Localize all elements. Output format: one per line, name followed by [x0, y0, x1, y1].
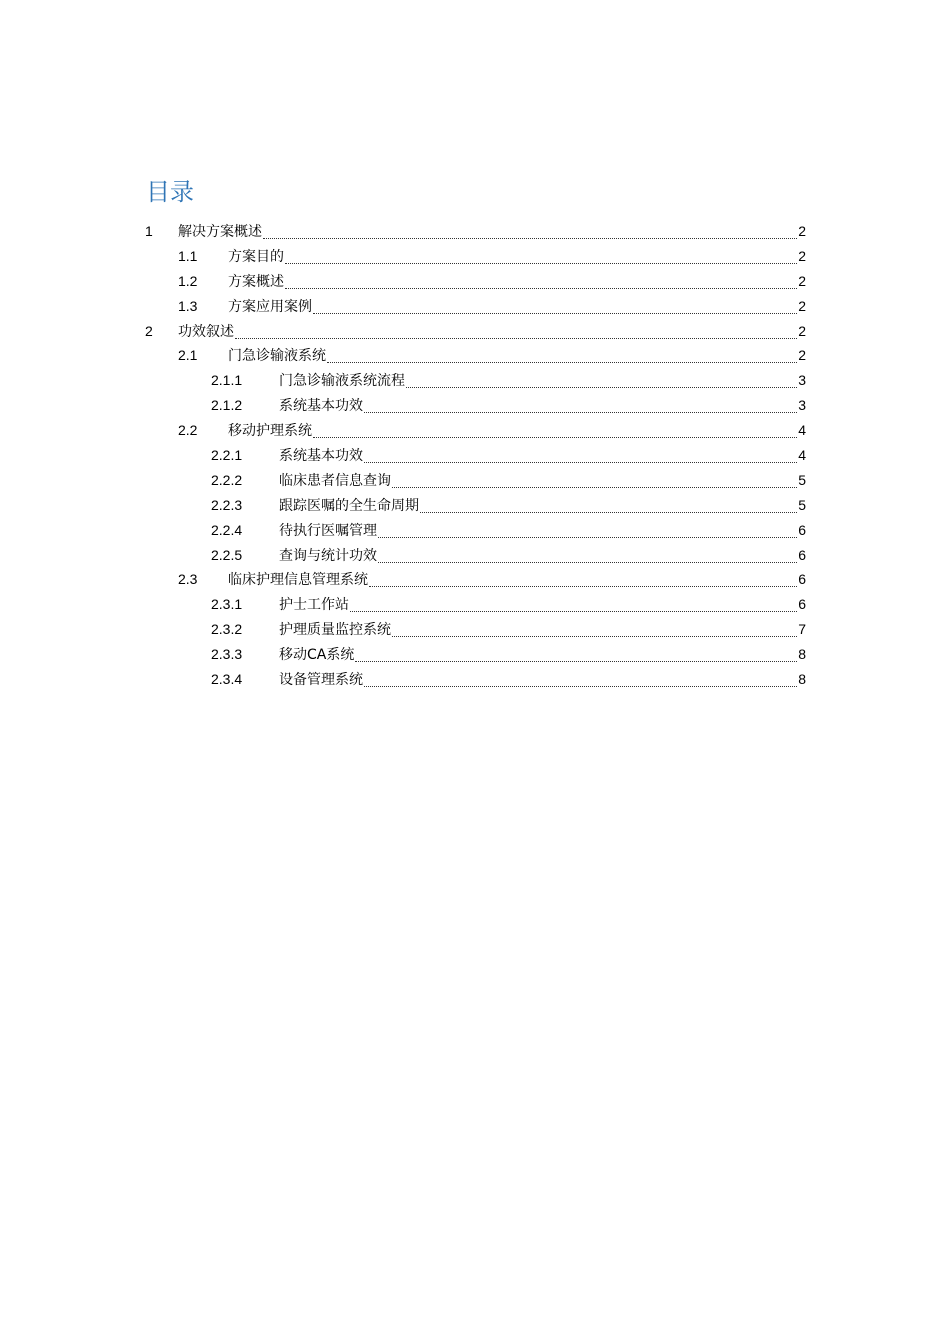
toc-entry-line — [279, 518, 806, 544]
toc-entry-number: 1.1 — [178, 247, 198, 264]
toc-entry-page-number: 7 — [798, 621, 806, 638]
toc-entry-2-2-5[interactable] — [0, 543, 950, 568]
toc-entry-label: 功效叙述 — [178, 323, 234, 340]
toc-entry-label: 临床护理信息管理系统 — [228, 572, 368, 589]
toc-entry-page-number: 6 — [798, 571, 806, 588]
toc-entry-page-number: 2 — [798, 347, 806, 364]
toc-entry-line — [279, 592, 806, 618]
toc-entry-number: 2.2.5 — [211, 546, 243, 563]
toc-entry-2-2-3[interactable] — [0, 493, 950, 518]
toc-entry-line — [228, 294, 806, 320]
toc-entry-label: 系统基本功效 — [279, 448, 363, 465]
toc-entry-label: 待执行医嘱管理 — [279, 522, 377, 539]
toc-entry-number: 2.2 — [178, 422, 198, 439]
toc-entry-label: 系统基本功效 — [279, 398, 363, 415]
toc-entry-2-3-2[interactable] — [0, 617, 950, 642]
toc-entry-label: 护士工作站 — [279, 597, 349, 614]
toc-entry-number: 2.2.3 — [211, 496, 243, 513]
toc-dot-leader — [327, 361, 797, 363]
toc-entry-label: 设备管理系统 — [279, 672, 363, 689]
toc-entry-2-3-1[interactable] — [0, 592, 950, 617]
toc-entry-page-number: 5 — [798, 496, 806, 513]
toc-entry-list — [0, 219, 950, 692]
toc-dot-leader — [369, 585, 797, 587]
toc-entry-label: 临床患者信息查询 — [279, 472, 391, 489]
toc-entry-line — [279, 393, 806, 419]
toc-entry-page-number: 6 — [798, 546, 806, 563]
toc-entry-number: 2.1 — [178, 347, 198, 364]
toc-entry-line — [279, 642, 806, 668]
toc-entry-page-number: 8 — [798, 671, 806, 688]
toc-entry-2-3-3[interactable] — [0, 642, 950, 667]
toc-entry-1-1[interactable] — [0, 244, 950, 269]
toc-dot-leader — [285, 287, 797, 289]
toc-entry-page-number: 3 — [798, 397, 806, 414]
toc-entry-2-1-2[interactable] — [0, 393, 950, 418]
toc-entry-line — [228, 343, 806, 369]
toc-entry-2-1-1[interactable] — [0, 368, 950, 393]
toc-entry-number: 2.2.2 — [211, 471, 243, 488]
toc-dot-leader — [364, 411, 797, 413]
toc-entry-label: 解决方案概述 — [178, 224, 262, 240]
toc-dot-leader — [378, 536, 797, 538]
toc-entry-page-number: 8 — [798, 646, 806, 663]
toc-dot-leader — [350, 610, 797, 612]
toc-entry-number: 2.1.1 — [211, 372, 243, 389]
toc-entry-page-number: 2 — [798, 223, 806, 239]
toc-entry-line — [279, 667, 806, 693]
toc-entry-2-2-2[interactable] — [0, 468, 950, 493]
toc-dot-leader — [420, 511, 797, 513]
toc-entry-page-number: 6 — [798, 596, 806, 613]
toc-entry-line — [279, 543, 806, 569]
toc-title: 目录 — [146, 178, 194, 206]
toc-entry-label: 门急诊输液系统 — [228, 348, 326, 365]
toc-entry-number: 2 — [145, 322, 153, 339]
toc-entry-label: 方案概述 — [228, 273, 284, 290]
toc-entry-number: 2.3.4 — [211, 671, 243, 688]
toc-entry-2-2[interactable] — [0, 418, 950, 443]
toc-entry-2-1[interactable] — [0, 343, 950, 368]
toc-entry-page-number: 6 — [798, 521, 806, 538]
toc-entry-page-number: 4 — [798, 422, 806, 439]
toc-entry-page-number: 4 — [798, 447, 806, 464]
toc-dot-leader — [392, 486, 797, 488]
toc-entry-number: 2.2.1 — [211, 447, 243, 464]
toc-entry-label: 方案目的 — [228, 248, 284, 265]
toc-entry-number: 2.3.3 — [211, 646, 243, 663]
toc-dot-leader — [378, 561, 797, 563]
toc-entry-number: 2.1.2 — [211, 397, 243, 414]
toc-entry-page-number: 3 — [798, 372, 806, 389]
toc-entry-line — [279, 468, 806, 494]
toc-entry-label: 门急诊输液系统流程 — [279, 373, 405, 390]
toc-entry-label: 跟踪医嘱的全生命周期 — [279, 497, 419, 514]
toc-entry-line — [279, 443, 806, 469]
toc-entry-number: 1 — [145, 223, 153, 239]
toc-entry-1-2[interactable] — [0, 269, 950, 294]
toc-entry-number: 2.2.4 — [211, 521, 243, 538]
toc-entry-page-number: 2 — [798, 272, 806, 289]
toc-dot-leader — [355, 660, 797, 662]
toc-dot-leader — [235, 337, 797, 339]
toc-entry-line — [228, 269, 806, 295]
toc-entry-line — [178, 319, 806, 345]
toc-entry-label: 移动护理系统 — [228, 423, 312, 440]
toc-entry-number: 1.2 — [178, 272, 198, 289]
toc-entry-page-number: 2 — [798, 322, 806, 339]
toc-entry-page-number: 2 — [798, 247, 806, 264]
toc-entry-2[interactable] — [0, 319, 950, 344]
toc-entry-line — [279, 368, 806, 394]
toc-dot-leader — [406, 386, 797, 388]
toc-entry-page-number: 2 — [798, 297, 806, 314]
toc-entry-line — [228, 418, 806, 444]
toc-entry-2-2-4[interactable] — [0, 518, 950, 543]
toc-entry-page-number: 5 — [798, 471, 806, 488]
toc-dot-leader — [392, 635, 797, 637]
toc-entry-1-3[interactable] — [0, 294, 950, 319]
toc-entry-line — [279, 493, 806, 519]
toc-entry-label: 方案应用案例 — [228, 298, 312, 315]
toc-dot-leader — [364, 461, 797, 463]
toc-dot-leader — [263, 237, 797, 239]
toc-entry-line — [228, 244, 806, 270]
toc-entry-label: 护理质量监控系统 — [279, 622, 391, 639]
toc-dot-leader — [364, 685, 797, 687]
toc-dot-leader — [285, 262, 797, 264]
toc-entry-number: 2.3.1 — [211, 596, 243, 613]
toc-entry-2-3-4[interactable] — [0, 667, 950, 692]
toc-entry-label: 查询与统计功效 — [279, 547, 377, 564]
toc-dot-leader — [313, 312, 797, 314]
toc-entry-line — [178, 219, 806, 245]
toc-dot-leader — [313, 436, 797, 438]
toc-entry-line — [279, 617, 806, 643]
toc-entry-2-3[interactable] — [0, 567, 950, 592]
toc-entry-number: 1.3 — [178, 297, 198, 314]
toc-entry-label: 移动CA系统 — [279, 647, 355, 664]
toc-entry-2-2-1[interactable] — [0, 443, 950, 468]
toc-entry-line — [228, 567, 806, 593]
toc-entry-number: 2.3.2 — [211, 621, 243, 638]
toc-entry-number: 2.3 — [178, 571, 198, 588]
toc-entry-1[interactable] — [0, 219, 950, 244]
